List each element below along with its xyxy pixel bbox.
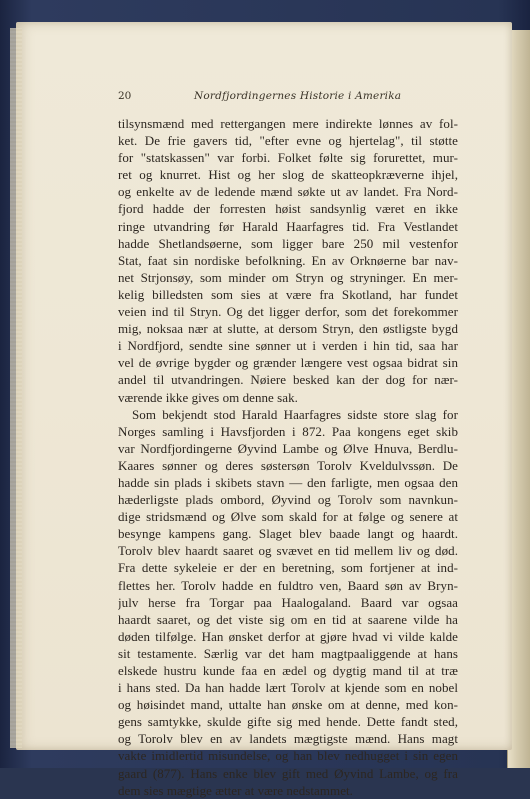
text-line: julv herse fra Torgar paa Haalogaland. Baard var ogsaa <box>118 594 458 610</box>
text-line: værende ikke gives om denne sak. <box>118 389 298 405</box>
text-line: andel til utvandringen. Nøiere besked kan der dog for nær- <box>118 372 458 388</box>
text-line: i hans sted. Da han hadde lært Torolv at kjende som en nobel <box>118 680 458 696</box>
text-line: var Nordfjordingerne Øyvind Lambe og Ølve Hnuva, Berdlu- <box>118 440 458 456</box>
text-line: vel de øvrige bygder og grænder længere vest ogsaa bidrat sin <box>118 355 458 371</box>
text-line: besynge kampens gang. Slaget blev baade langt og haardt. <box>118 526 458 542</box>
text-line: veien ind til Stryn. Og det ligger derfor, som det forekommer <box>118 304 458 320</box>
text-line: Norges samling i Havsfjorden i 872. Paa kongens eget skib <box>118 423 458 439</box>
text-line: gaard (877). Hans enke blev gift med Øyvind Lambe, og fra <box>118 765 458 781</box>
text-line: Som bekjendt stod Harald Haarfagres sidste store slag for <box>132 406 458 422</box>
page-stack-edge <box>10 28 22 748</box>
text-line: og høisindet mand, uttalte han ønske om at denne, med kon- <box>118 697 458 713</box>
text-line: flettes her. Torolv hadde en fuldtro ven, Baard søn av Bryn- <box>118 577 458 593</box>
text-line: ret og knurret. Hist og her slog de skatteopkræverne ihjel, <box>118 167 458 183</box>
text-line: mig, noksaa nær at slutte, at dersom Stryn, den østligste bygd <box>118 321 458 337</box>
text-line: ket. De frie gavers tid, "efter evne og hjertelag", til støtte <box>118 133 458 149</box>
text-line: hadde Shetlandsøerne, som ligger bare 250 mil vestenfor <box>118 235 458 251</box>
text-line: i Nordfjord, sendte sine sønner ut i verden i hin tid, saa har <box>118 338 458 354</box>
text-line: kelig billedsten som sies at være fra Skotland, har fundet <box>118 286 458 302</box>
page-number: 20 <box>118 90 132 102</box>
text-line: ringe utvandring før Harald Haarfagres tid. Fra Vestlandet <box>118 218 458 234</box>
paragraph-1 <box>118 115 458 406</box>
text-line: for "statskassen" var forbi. Folket følte sig forurettet, mur- <box>118 150 458 166</box>
text-line: dige stridsmænd og Ølve som skald for at følge og senere at <box>118 509 458 525</box>
text-line: sit testamente. Særlig var det ham magtpaaliggende at hans <box>118 645 458 661</box>
text-line: og Torolv blev en av landets mægtigste mænd. Hans magt <box>118 731 458 747</box>
text-line: og enkelte av de ledende mænd søkte ut av landet. Fra Nord- <box>118 184 458 200</box>
text-line: Torolv blev haardt saaret og svævet en tid mellem liv og død. <box>118 543 458 559</box>
text-line: Stat, faat sin nordiske befolkning. En av Orknøerne bar nav- <box>118 252 458 268</box>
text-line: Kaares sønner og deres søstersøn Torolv Kveldulvssøn. De <box>118 457 458 473</box>
text-line: tilsynsmænd med rettergangen mere indirekte lønnes av fol- <box>118 116 458 131</box>
text-line: Fra dette sykeleie er der en beretning, som fortjener at ind- <box>118 560 458 576</box>
text-line: dem sies mægtige ætter at være nedstammet. <box>118 782 353 798</box>
body-text <box>118 115 458 799</box>
text-line: haardt saaret, og det viste sig om en tid at saarene vilde ha <box>118 611 458 627</box>
text-line: vakte imidlertid misundelse, og han blev nedhugget i sin egen <box>118 748 458 764</box>
text-line: døden tilfølge. Han ønsket derfor at gjøre hvad vi vilde kalde <box>118 628 458 644</box>
text-line: fjord hadde der forresten høist sandsynlig været en ikke <box>118 201 458 217</box>
text-line: hadde sin plads i skibets stavn — den farligte, men ogsaa den <box>118 474 458 490</box>
paragraph-2 <box>118 406 458 799</box>
text-line: net Strjonsøy, som minder om Stryn og stryninger. En mer- <box>118 269 458 285</box>
text-line: hæderligste plads ombord, Øyvind og Torolv som navnkun- <box>118 492 458 508</box>
text-line: gens samtykke, skulde gifte sig med hende. Dette fandt sted, <box>118 714 458 730</box>
text-line: elskede hustru kunde faa en ædel og dygtig mand til at træ <box>118 663 458 678</box>
running-head: Nordfjordingernes Historie i Amerika <box>194 90 402 102</box>
